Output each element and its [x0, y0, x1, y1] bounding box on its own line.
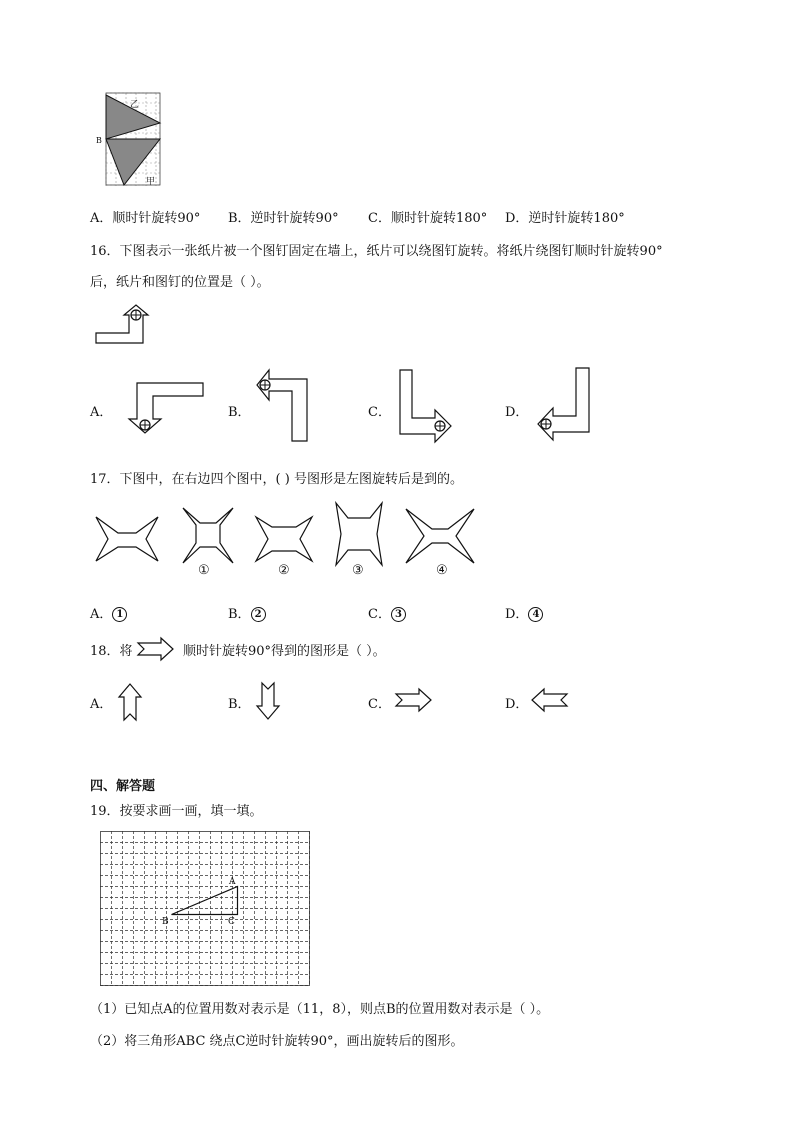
q17-label-4: ④ — [436, 563, 448, 578]
point-b-label: B — [162, 917, 169, 927]
q18-text-after: 顺时针旋转90°得到的图形是（ ）。 — [183, 644, 386, 659]
q18-text-before: 18．将 — [90, 644, 133, 659]
q18-arrow-right — [137, 637, 175, 661]
q18-option-c-arrow-right[interactable] — [395, 688, 433, 712]
circled-mark: 3 — [391, 607, 406, 622]
q17-option-b[interactable]: B． 2 — [228, 603, 266, 622]
q16-option-b-figure[interactable] — [255, 363, 315, 445]
q18-option-b[interactable]: B． — [228, 697, 251, 712]
q18-option-c[interactable]: C． — [368, 697, 391, 712]
q18-option-a-arrow-up[interactable] — [118, 683, 142, 721]
point-a-label: A — [229, 877, 236, 887]
jia-label: 甲 — [146, 177, 156, 187]
q17-option-a[interactable]: A． 1 — [90, 603, 127, 622]
point-b-label: B — [96, 136, 102, 145]
q19-sub2: （2）将三角形ABC 绕点C逆时针旋转90°，画出旋转后的图形。 — [90, 1034, 464, 1049]
q18-option-d[interactable]: D． — [505, 697, 529, 712]
q17-shape-4 — [404, 507, 476, 565]
q17-option-d[interactable]: D． 4 — [505, 603, 543, 622]
q17-shape-2 — [254, 515, 314, 563]
q15-option-b[interactable]: B．逆时针旋转90° — [228, 211, 339, 226]
q16-text-line1: 16．下图表示一张纸片被一个图钉固定在墙上，纸片可以绕图钉旋转。将纸片绕图钉顺时针旋转90° — [90, 244, 663, 259]
q18-option-a[interactable]: A． — [90, 697, 113, 712]
q19-coordinate-grid — [100, 831, 312, 987]
q16-option-c[interactable]: C． — [368, 405, 391, 420]
q16-option-b[interactable]: B． — [228, 405, 251, 420]
q17-label-3: ③ — [352, 563, 364, 578]
q17-option-c[interactable]: C． 3 — [368, 603, 406, 622]
q18-option-d-arrow-left[interactable] — [530, 688, 568, 712]
q16-option-a-figure[interactable] — [121, 381, 206, 436]
q17-shape-1 — [180, 505, 236, 565]
q17-shape-3 — [333, 500, 385, 568]
point-c-label: C — [228, 917, 235, 927]
q16-option-a[interactable]: A． — [90, 405, 113, 420]
q18-option-b-arrow-down[interactable] — [256, 682, 280, 720]
yi-label: 乙 — [130, 100, 140, 110]
q16-text-line2: 后，纸片和图钉的位置是（ ）。 — [90, 275, 270, 290]
q17-original-shape — [94, 515, 160, 563]
section-title: 四、解答题 — [90, 779, 156, 794]
q17-label-1: ① — [198, 563, 210, 578]
q16-option-c-figure[interactable] — [398, 368, 458, 450]
circled-mark: 1 — [112, 607, 127, 622]
q19-text: 19．按要求画一画，填一填。 — [90, 804, 263, 819]
q19-sub1: （1）已知点A的位置用数对表示是（11，8），则点B的位置用数对表示是（ ）。 — [90, 1002, 550, 1017]
q15-option-a[interactable]: A．顺时针旋转90° — [90, 211, 201, 226]
circled-mark: 2 — [251, 607, 266, 622]
circled-mark: 4 — [528, 607, 543, 622]
q17-label-2: ② — [278, 563, 290, 578]
q15-option-d[interactable]: D．逆时针旋转180° — [505, 211, 625, 226]
q17-text: 17．下图中，在右边四个图中，( ) 号图形是左图旋转后是到的。 — [90, 472, 463, 487]
q16-option-d[interactable]: D． — [505, 405, 529, 420]
q16-original-paper — [95, 305, 155, 345]
q16-option-d-figure[interactable] — [536, 366, 596, 448]
q15-option-c[interactable]: C．顺时针旋转180° — [368, 211, 488, 226]
